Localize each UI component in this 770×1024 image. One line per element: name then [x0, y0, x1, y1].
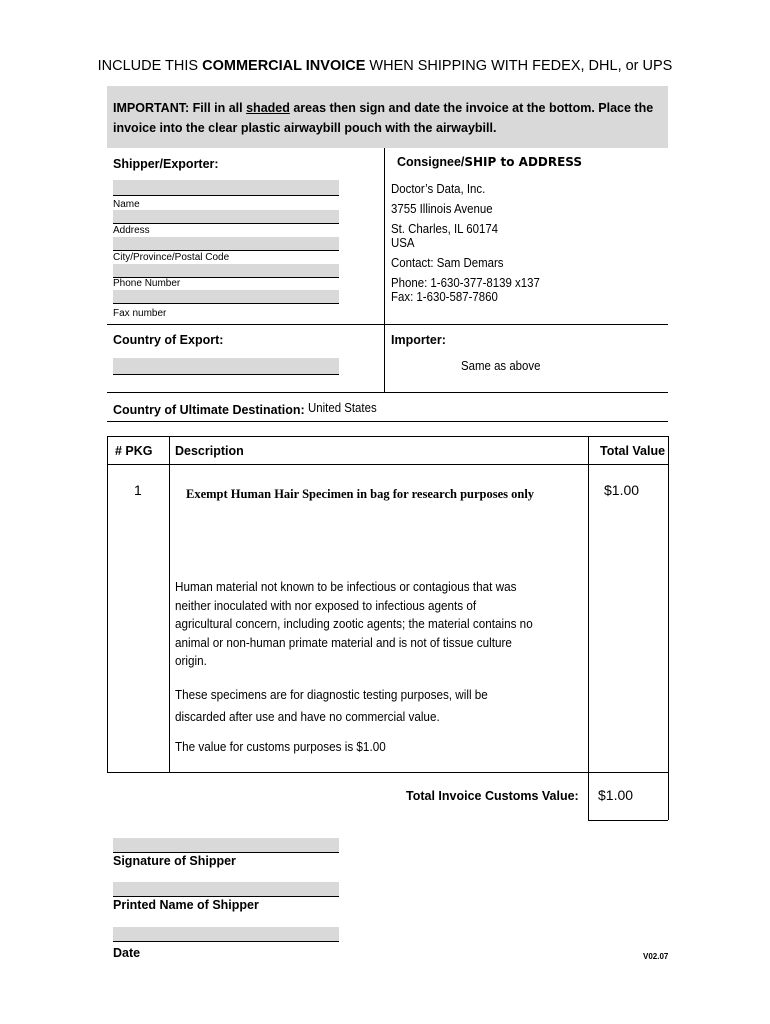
- column-header-pkg: # PKG: [115, 444, 153, 458]
- total-value: $1.00: [598, 787, 634, 803]
- signature-field[interactable]: [113, 838, 339, 853]
- important-notice: IMPORTANT: Fill in all shaded areas then sign and date the invoice at the bottom. Place the invoice into the clear plastic airwaybill pouch with the airwaybill.: [107, 86, 668, 148]
- importer-value: Same as above: [461, 358, 541, 373]
- item-description: Exempt Human Hair Specimen in bag for research purposes only: [186, 487, 535, 501]
- destination-row: Country of Ultimate Destination: United States: [113, 400, 377, 417]
- date-field[interactable]: [113, 927, 339, 942]
- shipper-address-label: Address: [113, 225, 150, 236]
- consignee-company: Doctor’s Data, Inc.: [391, 181, 486, 196]
- shipper-city-field[interactable]: [113, 237, 339, 251]
- version-label: V02.07: [643, 952, 669, 961]
- consignee-country: USA: [391, 235, 415, 250]
- column-header-description: Description: [175, 444, 244, 458]
- shipper-phone-label: Phone Number: [113, 278, 181, 289]
- shipper-fax-label: Fax number: [113, 308, 167, 319]
- shipper-name-field[interactable]: [113, 180, 339, 196]
- item-total-value: $1.00: [604, 482, 640, 498]
- table-border: [668, 436, 669, 820]
- section-divider: [107, 324, 668, 325]
- date-label: Date: [113, 946, 141, 960]
- shipper-phone-field[interactable]: [113, 264, 339, 278]
- description-paragraph-2: These specimens are for diagnostic testing purposes, will be discarded after use and have no commercial value.: [175, 687, 488, 724]
- table-border: [588, 436, 589, 820]
- section-divider: [107, 392, 668, 393]
- total-label: Total Invoice Customs Value:: [406, 789, 579, 803]
- shipper-heading: Shipper/Exporter:: [113, 157, 219, 171]
- table-border: [107, 436, 668, 437]
- consignee-street: 3755 Illinois Avenue: [391, 201, 493, 216]
- consignee-city: St. Charles, IL 60174: [391, 221, 499, 236]
- description-paragraph-3: The value for customs purposes is $1.00: [175, 739, 386, 754]
- shipper-fax-field[interactable]: [113, 290, 339, 304]
- section-divider: [384, 148, 385, 392]
- importer-heading: Importer:: [391, 333, 446, 347]
- shipper-name-label: Name: [113, 199, 140, 210]
- signature-label: Signature of Shipper: [113, 854, 236, 868]
- table-border: [107, 464, 668, 465]
- table-border: [107, 436, 108, 772]
- table-border: [169, 436, 170, 772]
- description-paragraph-1: Human material not known to be infectious or contagious that was neither inoculated with nor exposed to infectious agents of agricultural concern, including zootic agents; the material contains no animal or non-human primate material and is not of tissue culture origin.: [175, 579, 533, 668]
- shipper-city-label: City/Province/Postal Code: [113, 252, 230, 263]
- printed-name-field[interactable]: [113, 882, 339, 897]
- shipper-address-field[interactable]: [113, 210, 339, 224]
- consignee-heading: Consignee/SHIP to ADDRESS: [397, 155, 583, 169]
- item-pkg-count: 1: [134, 482, 142, 498]
- table-border: [107, 772, 668, 773]
- section-divider: [107, 421, 668, 422]
- page-title: INCLUDE THIS COMMERCIAL INVOICE WHEN SHIPPING WITH FEDEX, DHL, or UPS: [97, 58, 673, 74]
- consignee-phone: Phone: 1-630-377-8139 x137: [391, 275, 540, 290]
- consignee-fax: Fax: 1-630-587-7860: [391, 289, 498, 304]
- printed-name-label: Printed Name of Shipper: [113, 898, 259, 912]
- consignee-contact: Contact: Sam Demars: [391, 255, 504, 270]
- country-of-export-field[interactable]: [113, 358, 339, 375]
- export-heading: Country of Export:: [113, 333, 224, 347]
- column-header-total-value: Total Value: [600, 444, 666, 458]
- table-border: [588, 820, 668, 821]
